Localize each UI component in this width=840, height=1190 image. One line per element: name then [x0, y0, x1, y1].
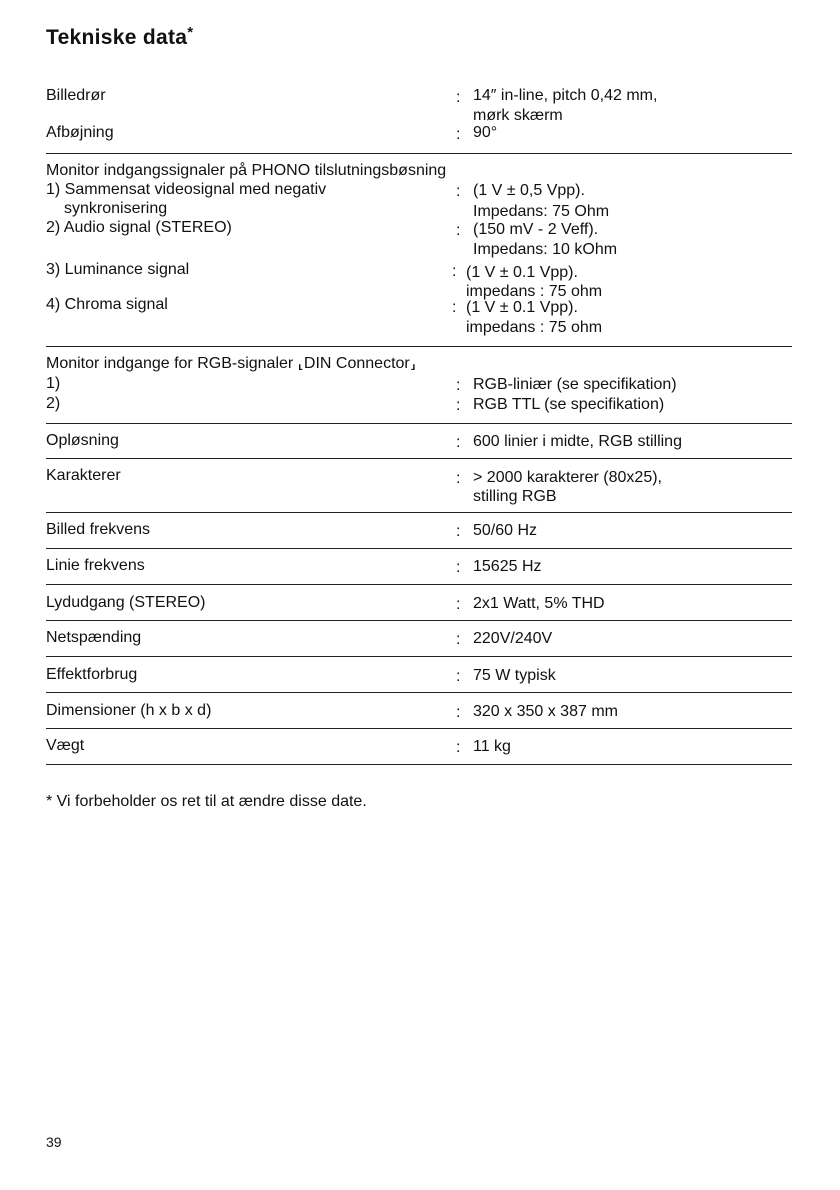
spec-colon: : — [456, 523, 461, 540]
spec-label: Vægt — [46, 737, 85, 754]
spec-value: 15625 Hz — [473, 558, 542, 575]
footnote: * Vi forbeholder os ret til at ændre disse date. — [46, 793, 367, 810]
spec-value: 220V/240V — [473, 630, 553, 647]
spec-colon: : — [456, 222, 461, 239]
spec-colon: : — [456, 668, 461, 685]
rgb-item-value: RGB TTL (se specifikation) — [473, 396, 665, 413]
spec-label: Netspænding — [46, 629, 142, 646]
rgb-item-value: RGB-liniær (se specifikation) — [473, 376, 677, 393]
phono-item-label: 3) Luminance signal — [46, 261, 190, 278]
divider — [46, 346, 792, 347]
phono-item-value: impedans : 75 ohm — [466, 283, 603, 300]
title-asterisk: * — [187, 24, 194, 41]
section-heading: Monitor indgange for RGB-signaler ⸤DIN Connector⸥ — [46, 355, 416, 372]
spec-colon: : — [456, 559, 461, 576]
spec-colon: : — [456, 739, 461, 756]
spec-value: 600 linier i midte, RGB stilling — [473, 433, 682, 450]
rgb-item-label: 1) — [46, 375, 61, 392]
spec-label: Effektforbrug — [46, 666, 138, 683]
spec-value: > 2000 karakterer (80x25), — [473, 469, 662, 486]
divider — [46, 153, 792, 154]
divider — [46, 728, 792, 729]
phono-item-value: (1 V ± 0.1 Vpp). — [466, 299, 578, 316]
spec-value: 320 x 350 x 387 mm — [473, 703, 618, 720]
spec-colon: : — [456, 397, 461, 414]
divider — [46, 620, 792, 621]
spec-colon: : — [456, 704, 461, 721]
phono-item-label: 1) Sammensat videosignal med negativ — [46, 181, 327, 198]
spec-colon: : — [456, 596, 461, 613]
spec-label: Karakterer — [46, 467, 121, 484]
divider — [46, 692, 792, 693]
spec-colon: : — [456, 631, 461, 648]
divider — [46, 764, 792, 765]
phono-item-value: (1 V ± 0.1 Vpp). — [466, 264, 578, 281]
spec-label: Opløsning — [46, 432, 119, 449]
spec-colon: : — [456, 377, 461, 394]
spec-colon: : — [456, 434, 461, 451]
section-heading: Monitor indgangssignaler på PHONO tilslutningsbøsning — [46, 162, 447, 179]
page-title: Tekniske data* — [46, 24, 194, 49]
divider — [46, 584, 792, 585]
spec-colon: : — [456, 470, 461, 487]
spec-value: 11 kg — [473, 738, 511, 755]
spec-value: 2x1 Watt, 5% THD — [473, 595, 605, 612]
divider — [46, 512, 792, 513]
spec-value: 75 W typisk — [473, 667, 556, 684]
spec-value: 90° — [473, 124, 498, 141]
spec-label: Linie frekvens — [46, 557, 145, 574]
spec-value: stilling RGB — [473, 488, 557, 505]
phono-item-label: synkronisering — [64, 200, 168, 217]
phono-item-value: impedans : 75 ohm — [466, 319, 603, 336]
spec-colon: : — [452, 299, 457, 316]
spec-label: Lydudgang (STEREO) — [46, 594, 206, 611]
spec-value: mørk skærm — [473, 107, 563, 124]
spec-value: 50/60 Hz — [473, 522, 538, 539]
spec-label: Billedrør — [46, 87, 106, 104]
spec-value: 14″ in-line, pitch 0,42 mm, — [473, 87, 658, 104]
phono-item-value: Impedans: 10 kOhm — [473, 241, 618, 258]
phono-item-value: (1 V ± 0,5 Vpp). — [473, 182, 585, 199]
divider — [46, 423, 792, 424]
spec-colon: : — [456, 183, 461, 200]
spec-label: Billed frekvens — [46, 521, 151, 538]
phono-item-label: 4) Chroma signal — [46, 296, 168, 313]
spec-colon: : — [456, 126, 461, 143]
phono-item-value: Impedans: 75 Ohm — [473, 203, 610, 220]
spec-colon: : — [456, 89, 461, 106]
divider — [46, 656, 792, 657]
spec-label: Afbøjning — [46, 124, 114, 141]
divider — [46, 458, 792, 459]
phono-item-value: (150 mV - 2 Veff). — [473, 221, 599, 238]
divider — [46, 548, 792, 549]
phono-item-label: 2) Audio signal (STEREO) — [46, 219, 232, 236]
spec-label: Dimensioner (h x b x d) — [46, 702, 212, 719]
page-number: 39 — [46, 1134, 62, 1150]
rgb-item-label: 2) — [46, 395, 61, 412]
spec-colon: : — [452, 263, 457, 280]
